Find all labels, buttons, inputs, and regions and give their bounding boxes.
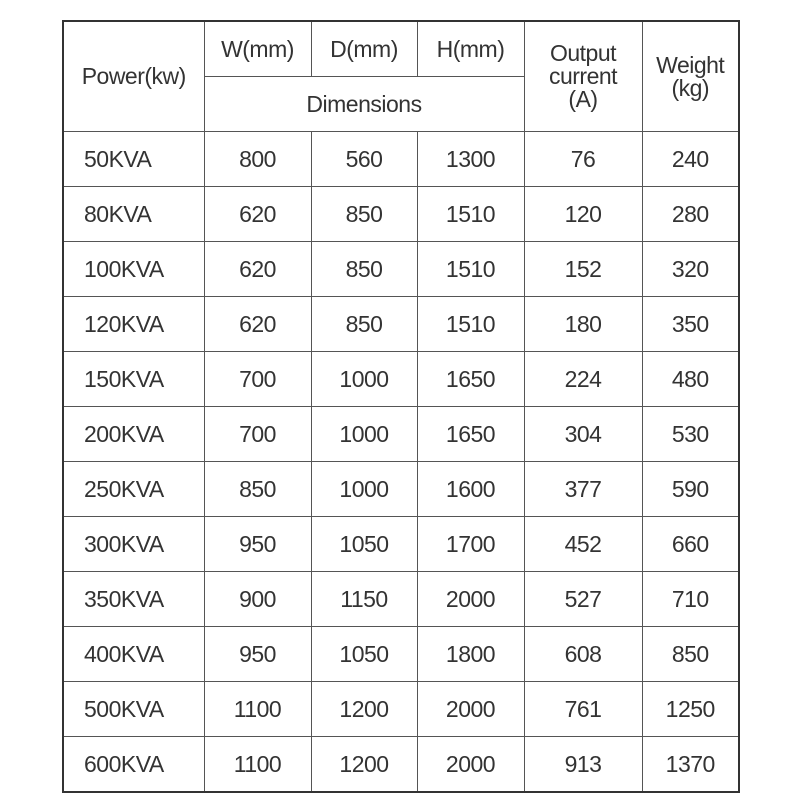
- cell-output-current: 608: [524, 627, 642, 682]
- cell-height: 2000: [417, 737, 524, 793]
- cell-power: 350KVA: [63, 572, 204, 627]
- cell-weight: 660: [642, 517, 739, 572]
- header-weight: [642, 21, 739, 132]
- cell-height: 2000: [417, 572, 524, 627]
- cell-power: 150KVA: [63, 352, 204, 407]
- header-depth: D(mm): [311, 21, 417, 77]
- cell-power: 300KVA: [63, 517, 204, 572]
- table-row: [63, 572, 739, 627]
- header-height: H(mm): [417, 21, 524, 77]
- cell-power: 400KVA: [63, 627, 204, 682]
- spec-table: [62, 20, 740, 793]
- cell-height: 2000: [417, 682, 524, 737]
- header-current-line-2: current: [548, 63, 618, 89]
- cell-height: 1650: [417, 407, 524, 462]
- cell-width: 800: [204, 132, 311, 187]
- header-current-line-3: (A): [568, 86, 598, 112]
- cell-output-current: 452: [524, 517, 642, 572]
- cell-weight: 350: [642, 297, 739, 352]
- cell-height: 1510: [417, 187, 524, 242]
- cell-power: 200KVA: [63, 407, 204, 462]
- cell-output-current: 224: [524, 352, 642, 407]
- cell-weight: 1370: [642, 737, 739, 793]
- header-current-line-1: Output: [549, 40, 617, 66]
- table-row: [63, 737, 739, 793]
- cell-width: 620: [204, 187, 311, 242]
- cell-height: 1650: [417, 352, 524, 407]
- cell-weight: 1250: [642, 682, 739, 737]
- cell-width: 700: [204, 352, 311, 407]
- cell-width: 1100: [204, 737, 311, 793]
- cell-height: 1600: [417, 462, 524, 517]
- cell-power: 80KVA: [63, 187, 204, 242]
- cell-output-current: 377: [524, 462, 642, 517]
- cell-width: 620: [204, 242, 311, 297]
- cell-power: 100KVA: [63, 242, 204, 297]
- cell-output-current: 76: [524, 132, 642, 187]
- table-row: [63, 517, 739, 572]
- cell-width: 1100: [204, 682, 311, 737]
- table-row: [63, 242, 739, 297]
- table-row: [63, 627, 739, 682]
- cell-depth: 1200: [311, 737, 417, 793]
- cell-output-current: 180: [524, 297, 642, 352]
- cell-output-current: 527: [524, 572, 642, 627]
- cell-weight: 710: [642, 572, 739, 627]
- header-power: Power(kw): [63, 21, 204, 132]
- cell-depth: 1000: [311, 462, 417, 517]
- table-row: [63, 407, 739, 462]
- cell-power: 500KVA: [63, 682, 204, 737]
- cell-height: 1300: [417, 132, 524, 187]
- table-row: [63, 187, 739, 242]
- cell-width: 620: [204, 297, 311, 352]
- cell-power: 600KVA: [63, 737, 204, 793]
- cell-output-current: 120: [524, 187, 642, 242]
- cell-width: 950: [204, 517, 311, 572]
- cell-depth: 1050: [311, 517, 417, 572]
- cell-weight: 850: [642, 627, 739, 682]
- cell-height: 1800: [417, 627, 524, 682]
- cell-output-current: 913: [524, 737, 642, 793]
- table-row: [63, 682, 739, 737]
- cell-depth: 560: [311, 132, 417, 187]
- cell-depth: 1000: [311, 407, 417, 462]
- cell-output-current: 152: [524, 242, 642, 297]
- header-dimensions: Dimensions: [204, 77, 524, 132]
- cell-output-current: 304: [524, 407, 642, 462]
- cell-depth: 1000: [311, 352, 417, 407]
- cell-width: 700: [204, 407, 311, 462]
- cell-width: 950: [204, 627, 311, 682]
- cell-depth: 850: [311, 242, 417, 297]
- cell-weight: 480: [642, 352, 739, 407]
- cell-depth: 1150: [311, 572, 417, 627]
- table-row: [63, 462, 739, 517]
- cell-width: 900: [204, 572, 311, 627]
- cell-power: 250KVA: [63, 462, 204, 517]
- table-row: [63, 297, 739, 352]
- header-weight-line-2: (kg): [671, 74, 710, 101]
- cell-weight: 530: [642, 407, 739, 462]
- cell-depth: 1200: [311, 682, 417, 737]
- table-row: [63, 132, 739, 187]
- header-output-current: [524, 21, 642, 132]
- cell-height: 1510: [417, 242, 524, 297]
- cell-width: 850: [204, 462, 311, 517]
- header-row-top: [63, 21, 739, 77]
- cell-depth: 850: [311, 187, 417, 242]
- cell-weight: 280: [642, 187, 739, 242]
- cell-height: 1510: [417, 297, 524, 352]
- header-weight-line-1: Weight: [656, 51, 725, 78]
- table-body: [63, 132, 739, 793]
- table-row: [63, 352, 739, 407]
- cell-depth: 1050: [311, 627, 417, 682]
- cell-output-current: 761: [524, 682, 642, 737]
- cell-weight: 590: [642, 462, 739, 517]
- cell-power: 120KVA: [63, 297, 204, 352]
- cell-height: 1700: [417, 517, 524, 572]
- header-width: W(mm): [204, 21, 311, 77]
- cell-depth: 850: [311, 297, 417, 352]
- cell-power: 50KVA: [63, 132, 204, 187]
- cell-weight: 320: [642, 242, 739, 297]
- cell-weight: 240: [642, 132, 739, 187]
